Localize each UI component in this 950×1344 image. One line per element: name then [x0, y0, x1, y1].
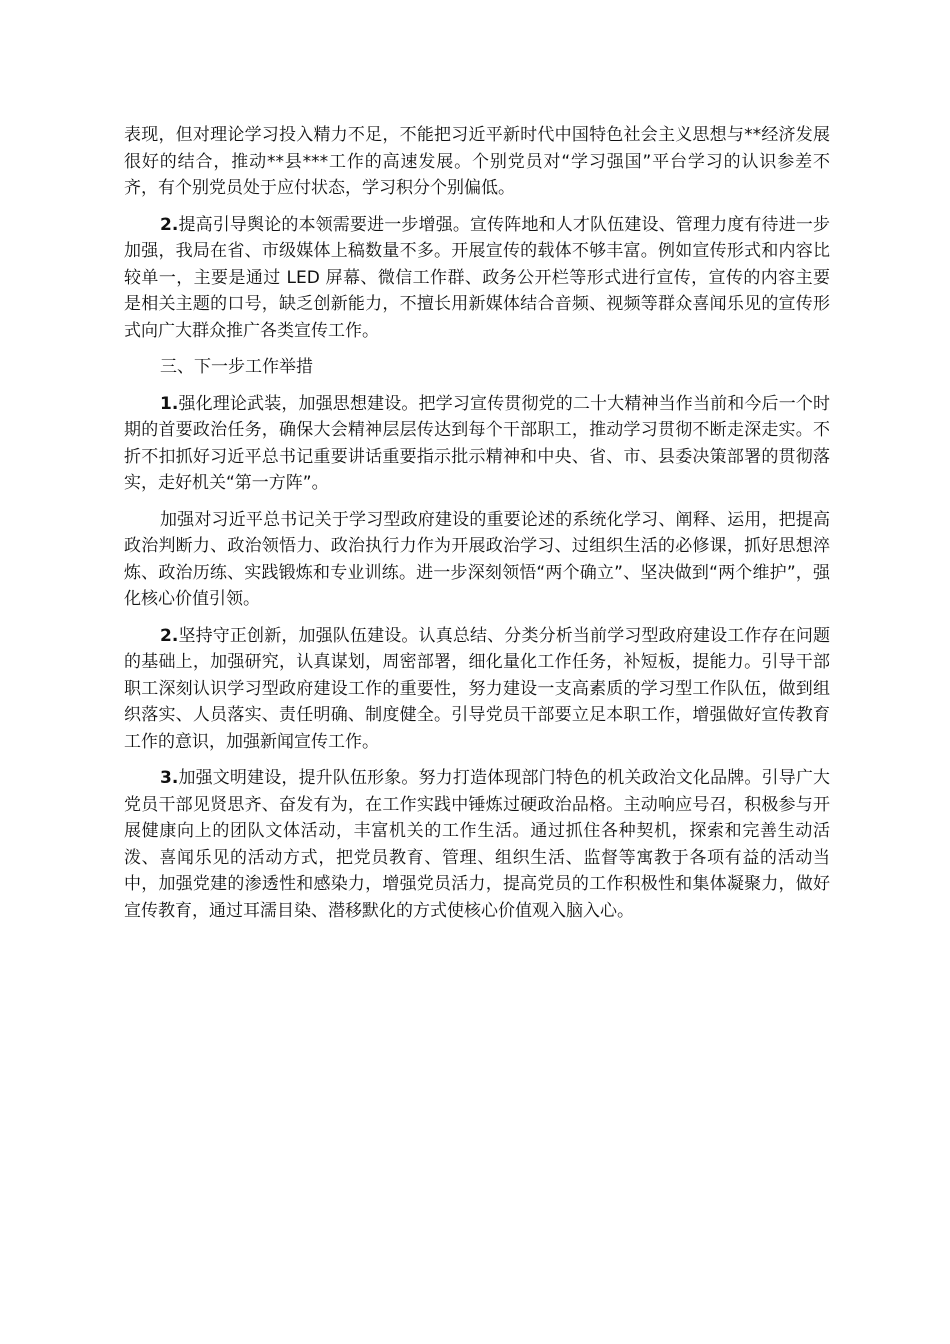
- item-number: 1.: [160, 393, 179, 414]
- section-heading-next-steps: [124, 354, 830, 381]
- paragraph-text: 表现，但对理论学习投入精力不足，不能把习近平新时代中国特色社会主义思想与**经济发展很好的结合，推动**县***工作的高速发展。个别党员对“学习强国”平台学习的认识参差不齐，有个别党员处于应付状态，学习积分个别偏低。: [124, 125, 830, 198]
- paragraph-text: 坚持守正创新，加强队伍建设。认真总结、分类分析当前学习型政府建设工作存在问题的基础上，加强研究，认真谋划，周密部署，细化量化工作任务，补短板，提能力。引导干部职工深刻认识学习型政府建设工作的重要性，努力建设一支高素质的学习型工作队伍，做到组织落实、人员落实、责任明确、制度健全。引导党员干部要立足本职工作，增强做好宣传教育工作的意识，加强新闻宣传工作。: [124, 625, 830, 752]
- paragraph-text: 加强对习近平总书记关于学习型政府建设的重要论述的系统化学习、阐释、运用，把提高政治判断力、政治领悟力、政治执行力作为开展政治学习、过组织生活的必修课，抓好思想淬炼、政治历练、实践锻炼和专业训练。进一步深刻领悟“两个确立”、坚决做到“两个维护”，强化核心价值引领。: [124, 509, 830, 609]
- item-number: 2.: [160, 214, 179, 235]
- paragraph-text: 强化理论武装，加强思想建设。把学习宣传贯彻党的二十大精神当作当前和今后一个时期的首要政治任务，确保大会精神层层传达到每个干部职工，推动学习贯彻不断走深走实。不折不扣抓好习近平总书记重要讲话重要指示批示精神和中央、省、市、县委决策部署的贯彻落实，走好机关“第一方阵”。: [124, 393, 830, 493]
- item-number: 3.: [160, 768, 179, 788]
- paragraph-study-strengthen: [124, 507, 830, 613]
- paragraph-item-3-civilization: [124, 765, 830, 924]
- paragraph-text: 提高引导舆论的本领需要进一步增强。宣传阵地和人才队伍建设、管理力度有待进一步加强，我局在省、市级媒体上稿数量不多。开展宣传的载体不够丰富。例如宣传形式和内容比较单一，主要是通过 LED 屏幕、微信工作群、政务公开栏等形式进行宣传，宣传的内容主要是相关主题的口号，缺乏创新能力，不擅长用新媒体结合音频、视频等群众喜闻乐见的宣传形式向广大群众推广各类宣传工作。: [124, 214, 830, 341]
- paragraph-item-1-theory: [124, 391, 830, 497]
- paragraph-continued: [124, 122, 830, 202]
- heading-text: 三、下一步工作举措: [160, 357, 313, 377]
- paragraph-item-2-propaganda: [124, 212, 830, 345]
- paragraph-text: 加强文明建设，提升队伍形象。努力打造体现部门特色的机关政治文化品牌。引导广大党员干部见贤思齐、奋发有为，在工作实践中锤炼过硬政治品格。主动响应号召，积极参与开展健康向上的团队文体活动，丰富机关的工作生活。通过抓住各种契机，探索和完善生动活泼、喜闻乐见的活动方式，把党员教育、管理、组织生活、监督等寓教于各项有益的活动当中，加强党建的渗透性和感染力，增强党员活力，提高党员的工作积极性和集体凝聚力，做好宣传教育，通过耳濡目染、潜移默化的方式使核心价值观入脑入心。: [124, 768, 830, 921]
- paragraph-item-2-team: [124, 623, 830, 756]
- item-number: 2.: [160, 625, 179, 646]
